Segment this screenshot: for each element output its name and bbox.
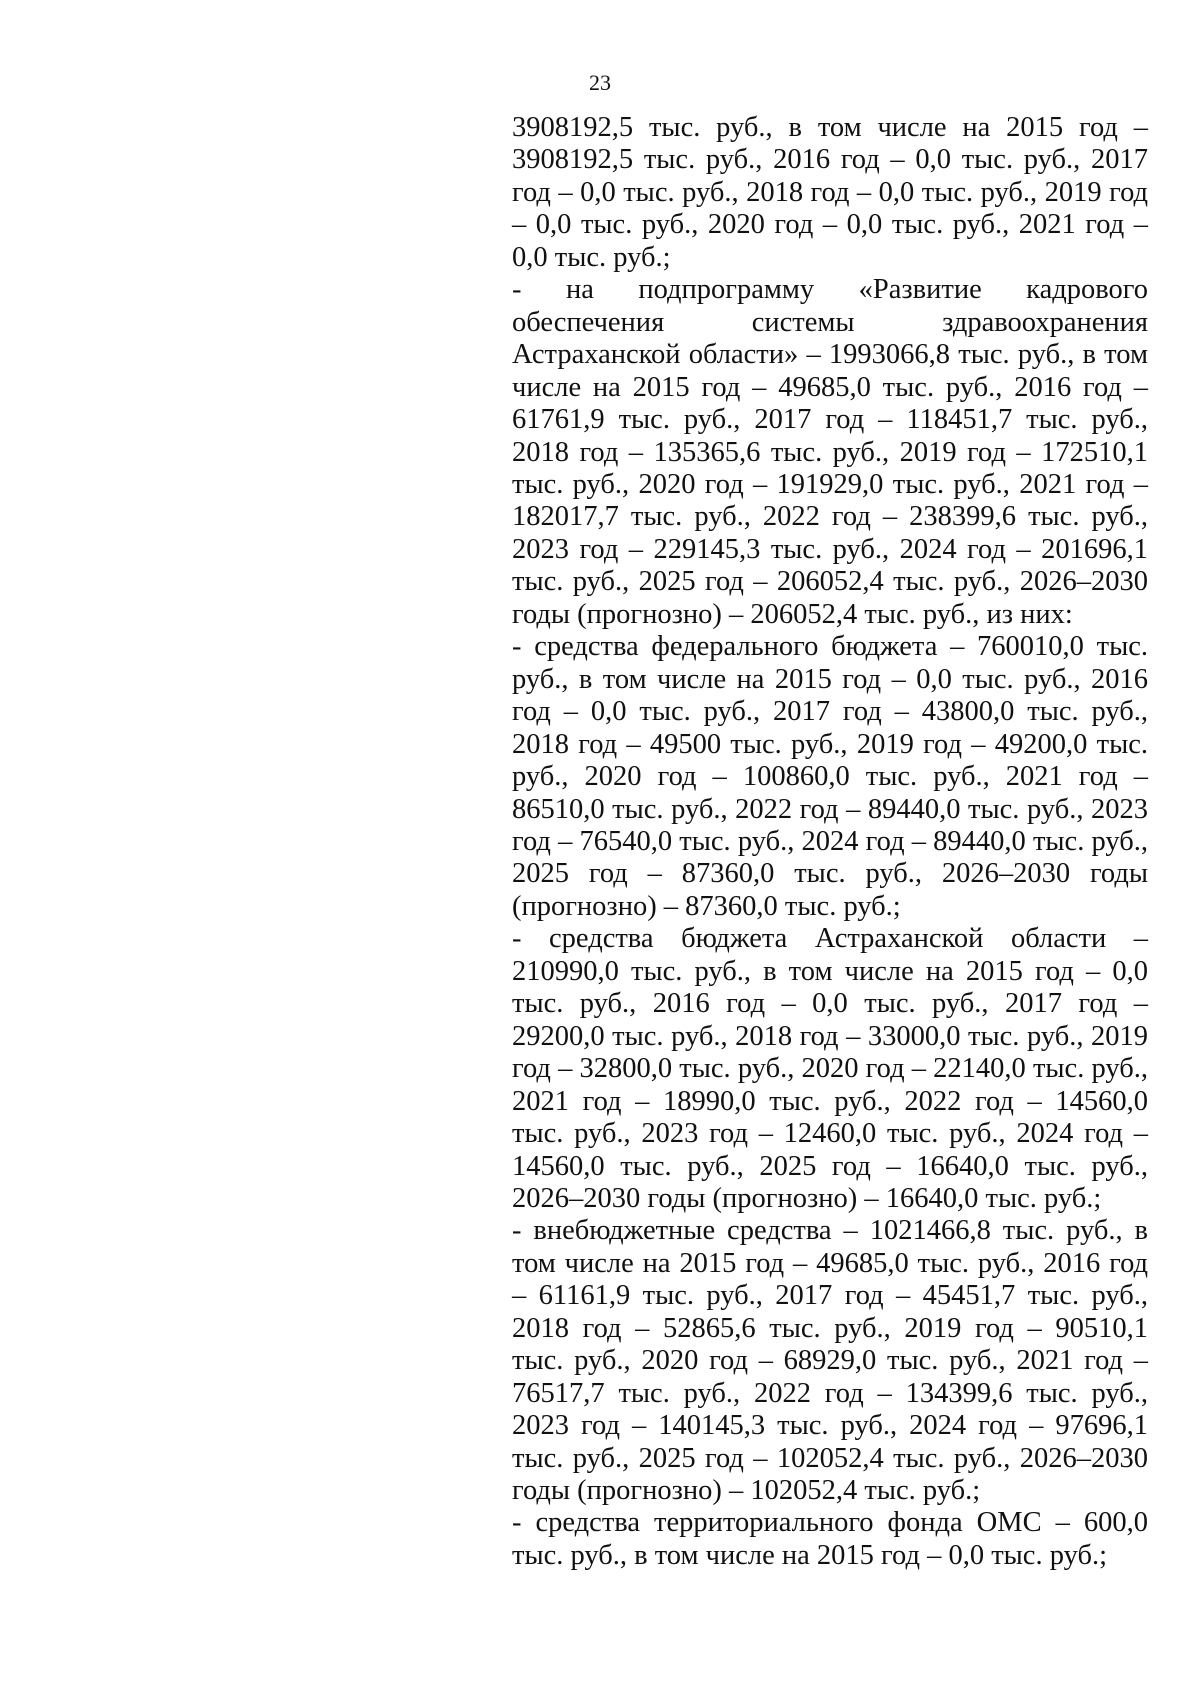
paragraph-oms-fund: - средства территориального фонда ОМС – 600,0 тыс. руб., в том числе на 2015 год – 0,0 тыс. руб.;: [512, 1507, 1148, 1571]
paragraph-extrabudgetary-funds: - внебюджетные средства – 1021466,8 тыс. руб., в том числе на 2015 год – 49685,0 тыс. руб., 2016 год – 61161,9 тыс. руб., 2017 год – 45451,7 тыс. руб., 2018 год – 52865,6 тыс. руб., 2019 год – 90510,1 тыс. руб., 2020 год – 68929,0 тыс. руб., 2021 год – 76517,7 тыс. руб., 2022 год – 134399,6 тыс. руб., 2023 год – 140145,3 тыс. руб., 2024 год – 97696,1 тыс. руб., 2025 год – 102052,4 тыс. руб., 2026–2030 годы (прогнозно) – 102052,4 тыс. руб.;: [512, 1215, 1148, 1507]
paragraph-staffing-subprogram: - на подпрограмму «Развитие кадрового обеспечения системы здравоохранения Астраханской области» – 1993066,8 тыс. руб., в том числе на 2015 год – 49685,0 тыс. руб., 2016 год – 61761,9 тыс. руб., 2017 год – 118451,7 тыс. руб., 2018 год – 135365,6 тыс. руб., 2019 год – 172510,1 тыс. руб., 2020 год – 191929,0 тыс. руб., 2021 год – 182017,7 тыс. руб., 2022 год – 238399,6 тыс. руб., 2023 год – 229145,3 тыс. руб., 2024 год – 201696,1 тыс. руб., 2025 год – 206052,4 тыс. руб., 2026–2030 годы (прогнозно) – 206052,4 тыс. руб., из них:: [512, 274, 1148, 630]
paragraph-subprogram-continuation: 3908192,5 тыс. руб., в том числе на 2015 год – 3908192,5 тыс. руб., 2016 год – 0,0 тыс. руб., 2017 год – 0,0 тыс. руб., 2018 год – 0,0 тыс. руб., 2019 год – 0,0 тыс. руб., 2020 год – 0,0 тыс. руб., 2021 год – 0,0 тыс. руб.;: [512, 112, 1148, 273]
paragraph-regional-budget: - средства бюджета Астраханской области – 210990,0 тыс. руб., в том числе на 2015 год – 0,0 тыс. руб., 2016 год – 0,0 тыс. руб., 2017 год – 29200,0 тыс. руб., 2018 год – 33000,0 тыс. руб., 2019 год – 32800,0 тыс. руб., 2020 год – 22140,0 тыс. руб., 2021 год – 18990,0 тыс. руб., 2022 год – 14560,0 тыс. руб., 2023 год – 12460,0 тыс. руб., 2024 год – 14560,0 тыс. руб., 2025 год – 16640,0 тыс. руб., 2026–2030 годы (прогнозно) – 16640,0 тыс. руб.;: [512, 923, 1148, 1214]
document-body: [512, 112, 1148, 1572]
paragraph-federal-budget: - средства федерального бюджета – 760010,0 тыс. руб., в том числе на 2015 год – 0,0 тыс. руб., 2016 год – 0,0 тыс. руб., 2017 год – 43800,0 тыс. руб., 2018 год – 49500 тыс. руб., 2019 год – 49200,0 тыс. руб., 2020 год – 100860,0 тыс. руб., 2021 год – 86510,0 тыс. руб., 2022 год – 89440,0 тыс. руб., 2023 год – 76540,0 тыс. руб., 2024 год – 89440,0 тыс. руб., 2025 год – 87360,0 тыс. руб., 2026–2030 годы (прогнозно) – 87360,0 тыс. руб.;: [512, 631, 1148, 922]
page-number: 23: [589, 70, 611, 95]
